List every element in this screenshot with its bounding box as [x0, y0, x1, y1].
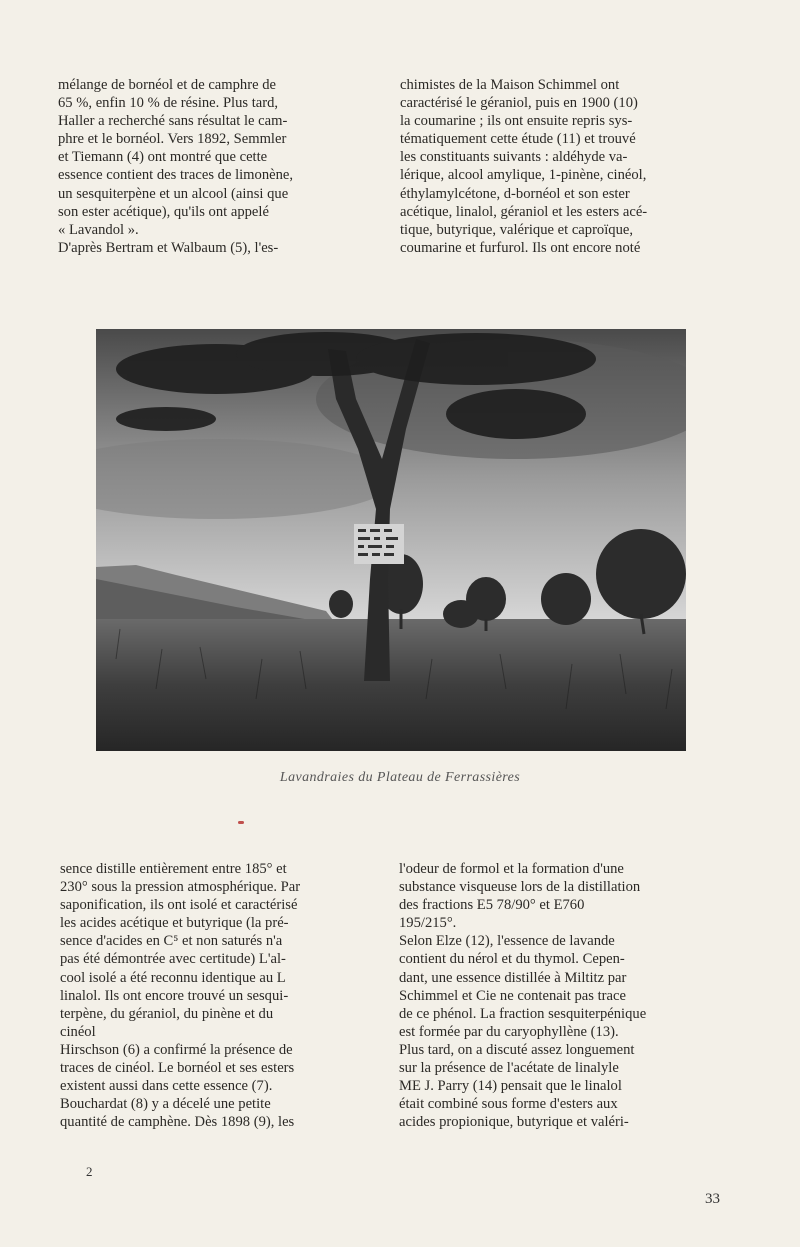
text-line: acétique, linalol, géraniol et les esters acé- [400, 203, 648, 220]
text-line: ME J. Parry (14) pensait que le linalol [399, 1078, 622, 1095]
text-line: essence contient des traces de limonène, [58, 167, 294, 184]
text-line: la coumarine ; ils ont ensuite repris sys- [400, 113, 633, 130]
page-number: 33 [705, 1191, 720, 1207]
text-line: cinéol [60, 1023, 96, 1040]
text-line: de ce phénol. La fraction sesquiterpénique [399, 1005, 647, 1022]
photo-caption: Lavandraies du Plateau de Ferrassières [279, 770, 521, 785]
text-line: pas été démontrée avec certitude) L'al- [60, 951, 286, 968]
text-line: saponification, ils ont isolé et caractérisé [60, 897, 298, 914]
text-line: 65 %, enfin 10 % de résine. Plus tard, [58, 95, 279, 112]
text-line: sence d'acides en C⁵ et non saturés n'a [60, 933, 283, 950]
text-line: l'odeur de formol et la formation d'une [399, 861, 624, 877]
landscape-photo [96, 329, 686, 751]
text-line: lérique, alcool amylique, 1-pinène, cinéol, [400, 167, 647, 184]
text-line: tique, butyrique, valérique et caproïque, [400, 221, 634, 238]
text-line: Schimmel et Cie ne contenait pas trace [399, 987, 626, 1004]
text-line: les constituants suivants : aldéhyde va- [400, 149, 628, 166]
text-line: caractérisé le géraniol, puis en 1900 (10) [400, 95, 638, 112]
column-top-left [58, 76, 378, 257]
column-top-right [400, 76, 722, 257]
text-line: Haller a recherché sans résultat le cam- [58, 113, 288, 130]
text-line: tématiquement cette étude (11) et trouvé [400, 131, 636, 148]
signature-mark: 2 [86, 1164, 93, 1179]
text-line: substance visqueuse lors de la distillation [399, 879, 641, 896]
text-line: 230° sous la pression atmosphérique. Par [60, 879, 301, 896]
text-line: Selon Elze (12), l'essence de lavande [399, 933, 615, 950]
text-line: éthylamylcétone, d-bornéol et son ester [400, 185, 630, 202]
text-line: traces de cinéol. Le bornéol et ses esters [60, 1060, 295, 1077]
ornament-mark [238, 821, 244, 824]
text-line: dant, une essence distillée à Miltitz par [399, 969, 627, 986]
text-line: coumarine et furfurol. Ils ont encore noté [400, 239, 641, 256]
text-line: Hirschson (6) a confirmé la présence de [60, 1041, 293, 1058]
text-line: acides propionique, butyrique et valéri- [399, 1114, 629, 1131]
text-line: un sesquiterpène et un alcool (ainsi que [58, 185, 289, 202]
text-line: « Lavandol ». [58, 221, 139, 238]
text-line: existent aussi dans cette essence (7). [60, 1078, 273, 1095]
text-line: phre et le bornéol. Vers 1892, Semmler [58, 131, 287, 148]
text-line: D'après Bertram et Walbaum (5), l'es- [58, 239, 279, 256]
column-bottom-right [399, 860, 723, 1131]
text-line: 195/215°. [399, 915, 457, 932]
text-line: chimistes de la Maison Schimmel ont [400, 77, 620, 93]
text-line: sence distille entièrement entre 185° et [60, 861, 287, 877]
text-line: les acides acétique et butyrique (la pré- [60, 915, 289, 932]
text-line: quantité de camphène. Dès 1898 (9), les [60, 1114, 295, 1131]
photo-illustration [96, 329, 686, 751]
text-line: sur la présence de l'acétate de linalyle [399, 1060, 619, 1077]
text-line: mélange de bornéol et de camphre de [58, 77, 276, 93]
text-line: Plus tard, on a discuté assez longuement [399, 1041, 635, 1058]
text-line: est formée par du caryophyllène (13). [399, 1023, 619, 1040]
column-bottom-left [60, 860, 380, 1131]
text-line: contient du nérol et du thymol. Cepen- [399, 951, 625, 968]
text-line: linalol. Ils ont encore trouvé un sesqui- [60, 987, 289, 1004]
text-line: terpène, du géraniol, du pinène et du [60, 1005, 274, 1022]
text-line: et Tiemann (4) ont montré que cette [58, 149, 268, 166]
text-line: Bouchardat (8) y a décelé une petite [60, 1096, 271, 1113]
text-line: était combiné sous forme d'esters aux [399, 1096, 618, 1113]
text-line: cool isolé a été reconnu identique au L [60, 969, 286, 986]
text-line: son ester acétique), qu'ils ont appelé [58, 203, 269, 220]
text-line: des fractions E5 78/90° et E760 [399, 897, 585, 914]
